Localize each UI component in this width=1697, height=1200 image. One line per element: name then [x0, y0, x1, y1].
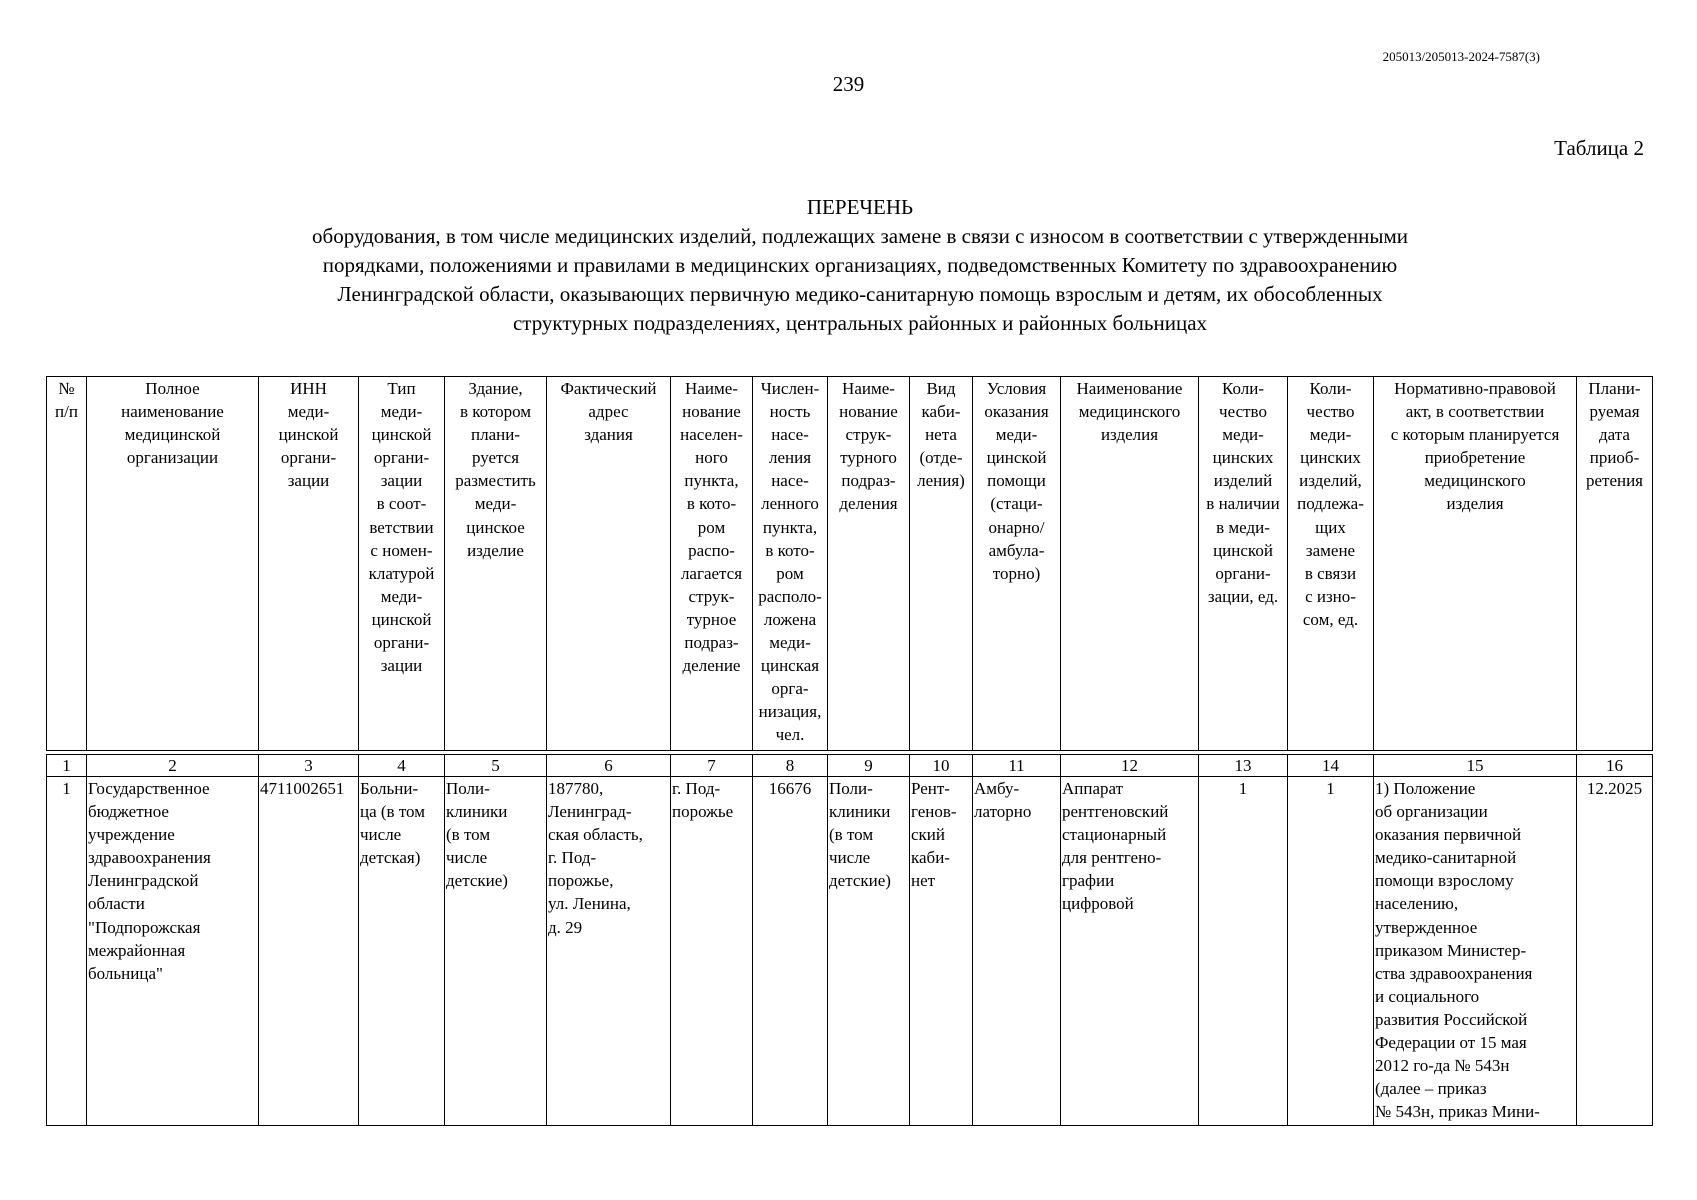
row-number-cell: 1 [47, 777, 87, 1126]
column-number: 3 [259, 755, 359, 777]
column-header: Фактический адрес здания [547, 377, 671, 751]
devices-to-replace-cell: 1 [1288, 777, 1374, 1126]
column-header: Нормативно-правовой акт, в соответствии с которым планируется приобретение медицинского изделия [1374, 377, 1577, 751]
column-header: Плани- руемая дата приоб- ретения [1577, 377, 1653, 751]
column-number: 6 [547, 755, 671, 777]
address-cell: 187780, Ленинград- ская область, г. Под- порожье, ул. Ленина, д. 29 [547, 777, 671, 1126]
organization-name-cell: Государственное бюджетное учреждение здравоохранения Ленинградской области "Подпорожская межрайонная больница" [87, 777, 259, 1126]
column-header: Наименование медицинского изделия [1061, 377, 1199, 751]
subdivision-cell: Поли- клиники (в том числе детские) [828, 777, 910, 1126]
column-number: 9 [828, 755, 910, 777]
column-header: Числен- ность насе- ления насе- ленного пункта, в кото- ром располо- ложена меди- цинская орга- низация, чел. [753, 377, 828, 751]
equipment-table-body [46, 754, 1653, 1126]
page-number: 239 [832, 72, 865, 96]
document-id: 205013/205013-2024-7587(3) [1382, 49, 1540, 64]
column-number: 13 [1199, 755, 1288, 777]
column-header: Здание, в котором плани- руется разместить меди- цинское изделие [445, 377, 547, 751]
inn-cell: 4711002651 [259, 777, 359, 1126]
column-number: 4 [359, 755, 445, 777]
table-row [47, 777, 1653, 1126]
device-name-cell: Аппарат рентгеновский стационарный для рентгено- графии цифровой [1061, 777, 1199, 1126]
column-number: 10 [910, 755, 973, 777]
column-header: Коли- чество меди- цинских изделий в наличии в меди- цинской органи- зации, ед. [1199, 377, 1288, 751]
planned-date-cell: 12.2025 [1577, 777, 1653, 1126]
column-header: № п/п [47, 377, 87, 751]
heading-title: ПЕРЕЧЕНЬ [806, 195, 914, 219]
column-number: 12 [1061, 755, 1199, 777]
settlement-cell: г. Под- порожье [671, 777, 753, 1126]
building-cell: Поли- клиники (в том числе детские) [445, 777, 547, 1126]
heading-line: оборудования, в том числе медицинских изделий, подлежащих замене в связи с износом в соответствии с утвержденными [312, 224, 1408, 248]
column-number: 8 [753, 755, 828, 777]
column-header: Вид каби- нета (отде- ления) [910, 377, 973, 751]
table-label: Таблица 2 [1554, 136, 1644, 160]
column-number: 2 [87, 755, 259, 777]
heading-line: порядками, положениями и правилами в медицинских организациях, подведомственных Комитету по здравоохранению [322, 253, 1398, 277]
document-heading [120, 193, 1600, 338]
column-number: 16 [1577, 755, 1653, 777]
population-cell: 16676 [753, 777, 828, 1126]
regulation-cell: 1) Положение об организации оказания первичной медико-санитарной помощи взрослому населению, утвержденное приказом Министер- ства здравоохранения и социального развития Российской Федерации от 15 мая 2012 го-да № 543н (далее – приказ № 543н, приказ Мини- [1374, 777, 1577, 1126]
heading-line: Ленинградской области, оказывающих первичную медико-санитарную помощь взрослым и детям, их обособленных [337, 282, 1383, 306]
column-header: ИНН меди- цинской органи- зации [259, 377, 359, 751]
column-header: Условия оказания меди- цинской помощи (стаци- онарно/ амбула- торно) [973, 377, 1061, 751]
column-number: 1 [47, 755, 87, 777]
heading-line: структурных подразделениях, центральных районных и районных больницах [512, 311, 1208, 335]
column-header: Наиме- нование струк- турного подраз- деления [828, 377, 910, 751]
equipment-table-header [46, 376, 1653, 751]
column-number: 15 [1374, 755, 1577, 777]
column-number: 11 [973, 755, 1061, 777]
organization-type-cell: Больни- ца (в том числе детская) [359, 777, 445, 1126]
column-header: Тип меди- цинской органи- зации в соот- ветствии с номен- клатурой меди- цинской органи- зации [359, 377, 445, 751]
column-number: 7 [671, 755, 753, 777]
column-header: Коли- чество меди- цинских изделий, подлежа- щих замене в связи с изно- сом, ед. [1288, 377, 1374, 751]
column-header: Наиме- нование населен- ного пункта, в кото- ром распо- лагается струк- турное подраз- деление [671, 377, 753, 751]
column-header: Полное наименование медицинской организации [87, 377, 259, 751]
column-number: 14 [1288, 755, 1374, 777]
column-number: 5 [445, 755, 547, 777]
devices-available-cell: 1 [1199, 777, 1288, 1126]
care-conditions-cell: Амбу- латорно [973, 777, 1061, 1126]
column-number-row [47, 755, 1653, 777]
cabinet-type-cell: Рент- генов- ский каби- нет [910, 777, 973, 1126]
